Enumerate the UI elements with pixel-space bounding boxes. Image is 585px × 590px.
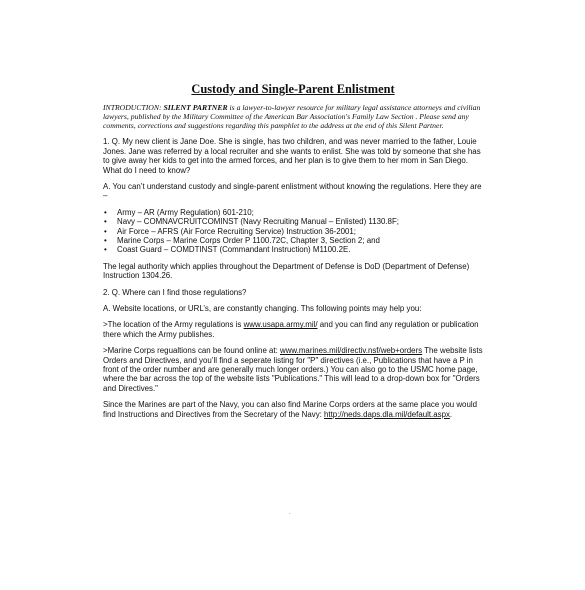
question-1: 1. Q. My new client is Jane Doe. She is single, has two children, and was never married to the father, Louie Jones. Jane was referred by a local recruiter and she wants to enlist. She was told by someone that she has to give away her kids to get into the armed forces, and her plan is to give them to her mom in San Diego. What do I need to know? <box>103 137 481 175</box>
marine-text-after: The website lists Orders and Directives, and you’ll find a seperate listing for "P" directives (i.e., Publications that have a P in front of the order number and are generally much longer orders.) You can also go to the USMC home page, where the bar across the top of the website lists "Publications." This will lead to a drop-down box for "Orders and Directives." <box>103 346 483 393</box>
bullet-icon: • <box>104 235 107 245</box>
army-link[interactable]: www.usapa.army.mil/ <box>243 320 318 330</box>
bullet-icon: • <box>104 226 107 236</box>
answer-2: A. Website locations, or URL’s, are constantly changing. Ths following points may help you: <box>103 303 422 313</box>
army-text-before: >The location of the Army regulations is <box>103 320 244 330</box>
navy-link[interactable]: http://neds.daps.dla.mil/default.aspx <box>324 409 450 419</box>
intro-rest: is a lawyer-to-lawyer resource for military legal assistance attorneys and civilian lawyers, published by the Military Committee of the American Bar Association's Family Law Section . Please send any comments, corrections and suggestions regarding this pamphlet to the address at the end of this Silent Partner. <box>103 103 481 131</box>
bullet-icon: • <box>104 245 107 255</box>
list-item-text: Coast Guard – COMDTINST (Commandant Instruction) M1100.2E. <box>117 245 351 255</box>
marine-paragraph <box>103 346 483 393</box>
navy-text-before: Since the Marines are part of the Navy, you can also find Marine Corps orders at the same place you would find Instructions and Directives from the Secretary of the Navy: <box>103 400 477 419</box>
intro-silent-partner: SILENT PARTNER <box>163 103 228 112</box>
list-item <box>103 208 483 217</box>
bullet-icon: • <box>104 207 107 217</box>
list-item <box>103 245 483 254</box>
document-title: Custody and Single-Parent Enlistment <box>191 82 395 96</box>
bullet-icon: • <box>104 217 107 227</box>
marine-link[interactable]: www.marines.mil/directiv.nsf/web+orders <box>280 346 423 356</box>
regulations-list <box>103 208 483 255</box>
list-item <box>103 236 483 245</box>
list-item <box>103 227 483 236</box>
list-item-text: Navy – COMNAVCRUITCOMINST (Navy Recruiting Manual – Enlisted) 1130.8F; <box>117 217 399 227</box>
navy-text-after: . <box>449 409 453 419</box>
marine-text-before: >Marine Corps regualtions can be found online at: <box>103 346 280 356</box>
list-item <box>103 217 483 226</box>
intro-paragraph <box>103 103 483 130</box>
document-body <box>103 82 483 426</box>
legal-authority-paragraph: The legal authority which applies throughout the Department of Defense is DoD (Department of Defense) Instruction 1304.26. <box>103 261 470 281</box>
list-item-text: Army – AR (Army Regulation) 601-210; <box>117 207 254 217</box>
army-text-after: and you can find any regulation or publication there which the Army publishes. <box>103 320 479 339</box>
answer-1: A. You can’t understand custody and single-parent enlistment without knowing the regulations. Here they are – <box>103 181 482 201</box>
intro-lead: INTRODUCTION: <box>103 103 164 112</box>
list-item-text: Air Force – AFRS (Air Force Recruiting Service) Instruction 36-2001; <box>117 226 356 236</box>
army-paragraph <box>103 320 483 339</box>
question-2: 2. Q. Where can I find those regulations? <box>103 287 247 297</box>
list-item-text: Marine Corps – Marine Corps Order P 1100.72C, Chapter 3, Section 2; and <box>117 235 380 245</box>
page-footer-mark: . <box>289 510 291 516</box>
navy-paragraph <box>103 400 483 419</box>
